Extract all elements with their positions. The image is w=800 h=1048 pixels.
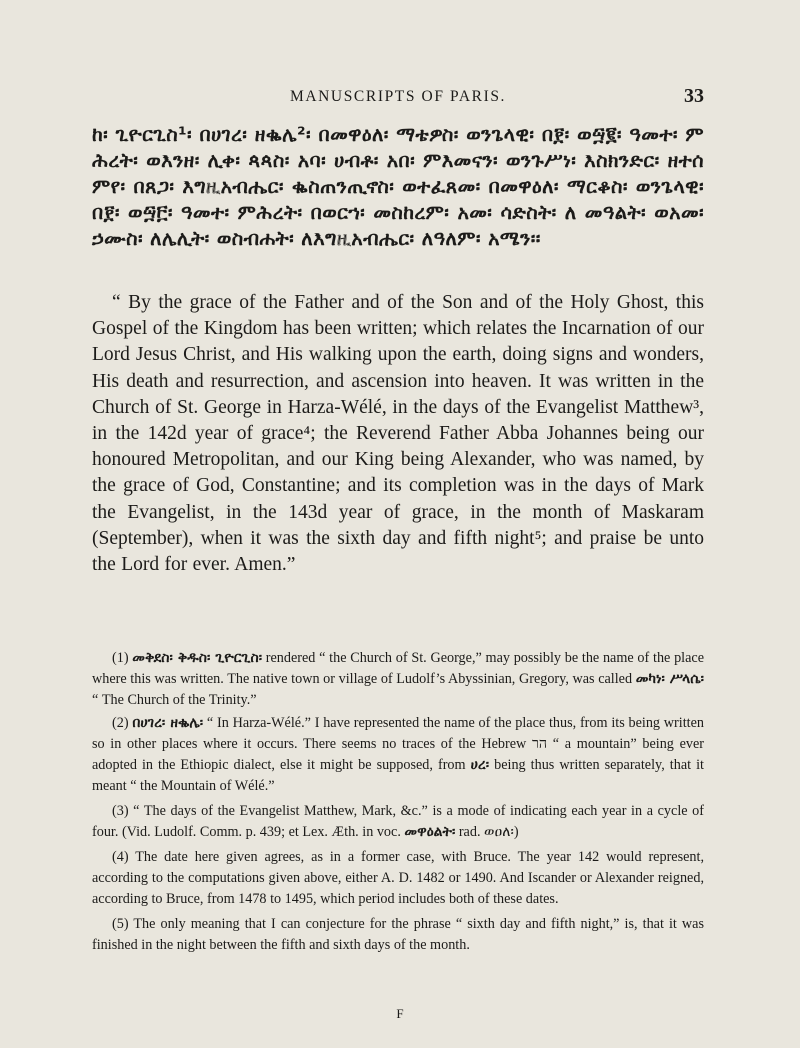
footnote-text-2: “ The Church of the Trinity.” <box>92 692 257 708</box>
footnote-text: “ In Harza-Wélé.” I have represented the name of the place thus, from its being written so in other places where it occurs. There seems no traces of the Hebrew הר “ a mountain” being ever adopted in the Ethiopic dialect, else it might be supposed, from <box>92 715 704 773</box>
ethiopic-passage: ከ፡ ጊዮርጊስ¹፡ በሀገረ፡ ዘቈሌ²፡ በመዋዕለ፡ ማቴዎስ፡ ወንጌላዊ፡ በ፻፡ ወ፵፪፡ ዓመተ፡ ምሕረት፡ ወእንዘ፡ ሊቀ፡ ጳጳስ፡ አባ፡ ሀብቶ፡ አበ፡ ምእመናን፡ ወንጉሥነ፡ እስክንድር፡ ዘተሰምየ፡ በጸጋ፡ እግዚአብሔር፡ ቈስጠንጢኖስ፡ ወተፈጸመ፡ በመዋዕለ፡ ማርቆስ፡ ወንጌላዊ፡ በ፻፡ ወ፵፫፡ ዓመተ፡ ምሕረት፡ በወርኀ፡ መስከረም፡ አመ፡ ሳድስት፡ ለ መዓልት፡ ወአመ፡ ኃሙስ፡ ለሌሊት፡ ወስብሐት፡ ለእግዚአብሔር፡ ለዓለም፡ አሜን፡፡ <box>92 123 704 250</box>
signature-mark: F <box>396 1006 404 1021</box>
english-translation: “ By the grace of the Father and of the Son and of the Holy Ghost, this Gospel of the Kingdom has been written; which relates the Incarnation of our Lord Jesus Christ, and His walking upon the earth, doing signs and wonders, His death and resurrection, and ascension into heaven. It was written in the Church of St. George in Harza-Wélé, in the days of the Evangelist Matthew³, in the 142d year of grace⁴; the Reverend Father Abba Johannes being our honoured Metropolitan, and our King being Alexander, who was named, by the grace of God, Constantine; and its completion was in the days of Mark the Evangelist, in the 143d year of grace, in the month of Maskaram (September), when it was the sixth day and fifth night⁵; and praise be unto the Lord for ever. Amen.” <box>92 292 704 576</box>
footnote-text: rendered “ the Church of St. George,” may possibly be the name of the place where this was written. The native town or village of Ludolf’s Abyssinian, Gregory, was called <box>92 650 705 687</box>
page-header <box>92 85 704 110</box>
footnote-5 <box>92 914 704 956</box>
footnotes <box>92 648 704 960</box>
footnote-4 <box>92 847 704 910</box>
footnote-number: (3) <box>112 803 129 819</box>
footnote-text: The date here given agrees, as in a former case, with Bruce. The year 142 would represent, according to the computations given above, either A. D. 1482 or 1490. And Iscander or Alexander reigned, according to Bruce, from 1478 to 1495, which period includes both of these dates. <box>92 849 704 907</box>
footnote-ethiopic-2: መካነ፡ ሥላሴ፡ <box>635 671 704 687</box>
footnote-text-2: rad. ወዐለ፡) <box>455 824 519 840</box>
footnote-text: The only meaning that I can conjecture for the phrase “ sixth day and fifth night,” is, that it was finished in the night between the fifth and sixth days of the month. <box>92 916 704 953</box>
footnote-ethiopic: በሀገረ፡ ዘቈሌ፡ <box>132 715 204 731</box>
footnote-number: (1) <box>112 650 129 666</box>
running-title: MANUSCRIPTS OF PARIS. <box>289 88 507 105</box>
footnote-number: (5) <box>112 916 129 932</box>
footnote-ethiopic: መቅደስ፡ ቅዱስ፡ ጊዮርጊስ፡ <box>132 650 263 666</box>
footnote-text-2: being thus written separately, that it meant “ the Mountain of Wélé.” <box>92 757 704 794</box>
footnote-number: (4) <box>112 849 129 865</box>
footnote-ethiopic-2: መዋዕልት፡ <box>404 824 456 840</box>
footnote-number: (2) <box>112 715 129 731</box>
footnote-3 <box>92 801 704 843</box>
footnote-text: “ The days of the Evangelist Matthew, Mark, &c.” is a mode of indicating each year in a cycle of four. (Vid. Ludolf. Comm. p. 439; et Lex. Æth. in voc. <box>92 803 704 840</box>
footnote-1 <box>92 648 704 711</box>
footnote-2 <box>92 713 704 797</box>
footnote-ethiopic-2: ሀረ፡ <box>470 757 490 773</box>
page-number: 33 <box>684 85 704 107</box>
